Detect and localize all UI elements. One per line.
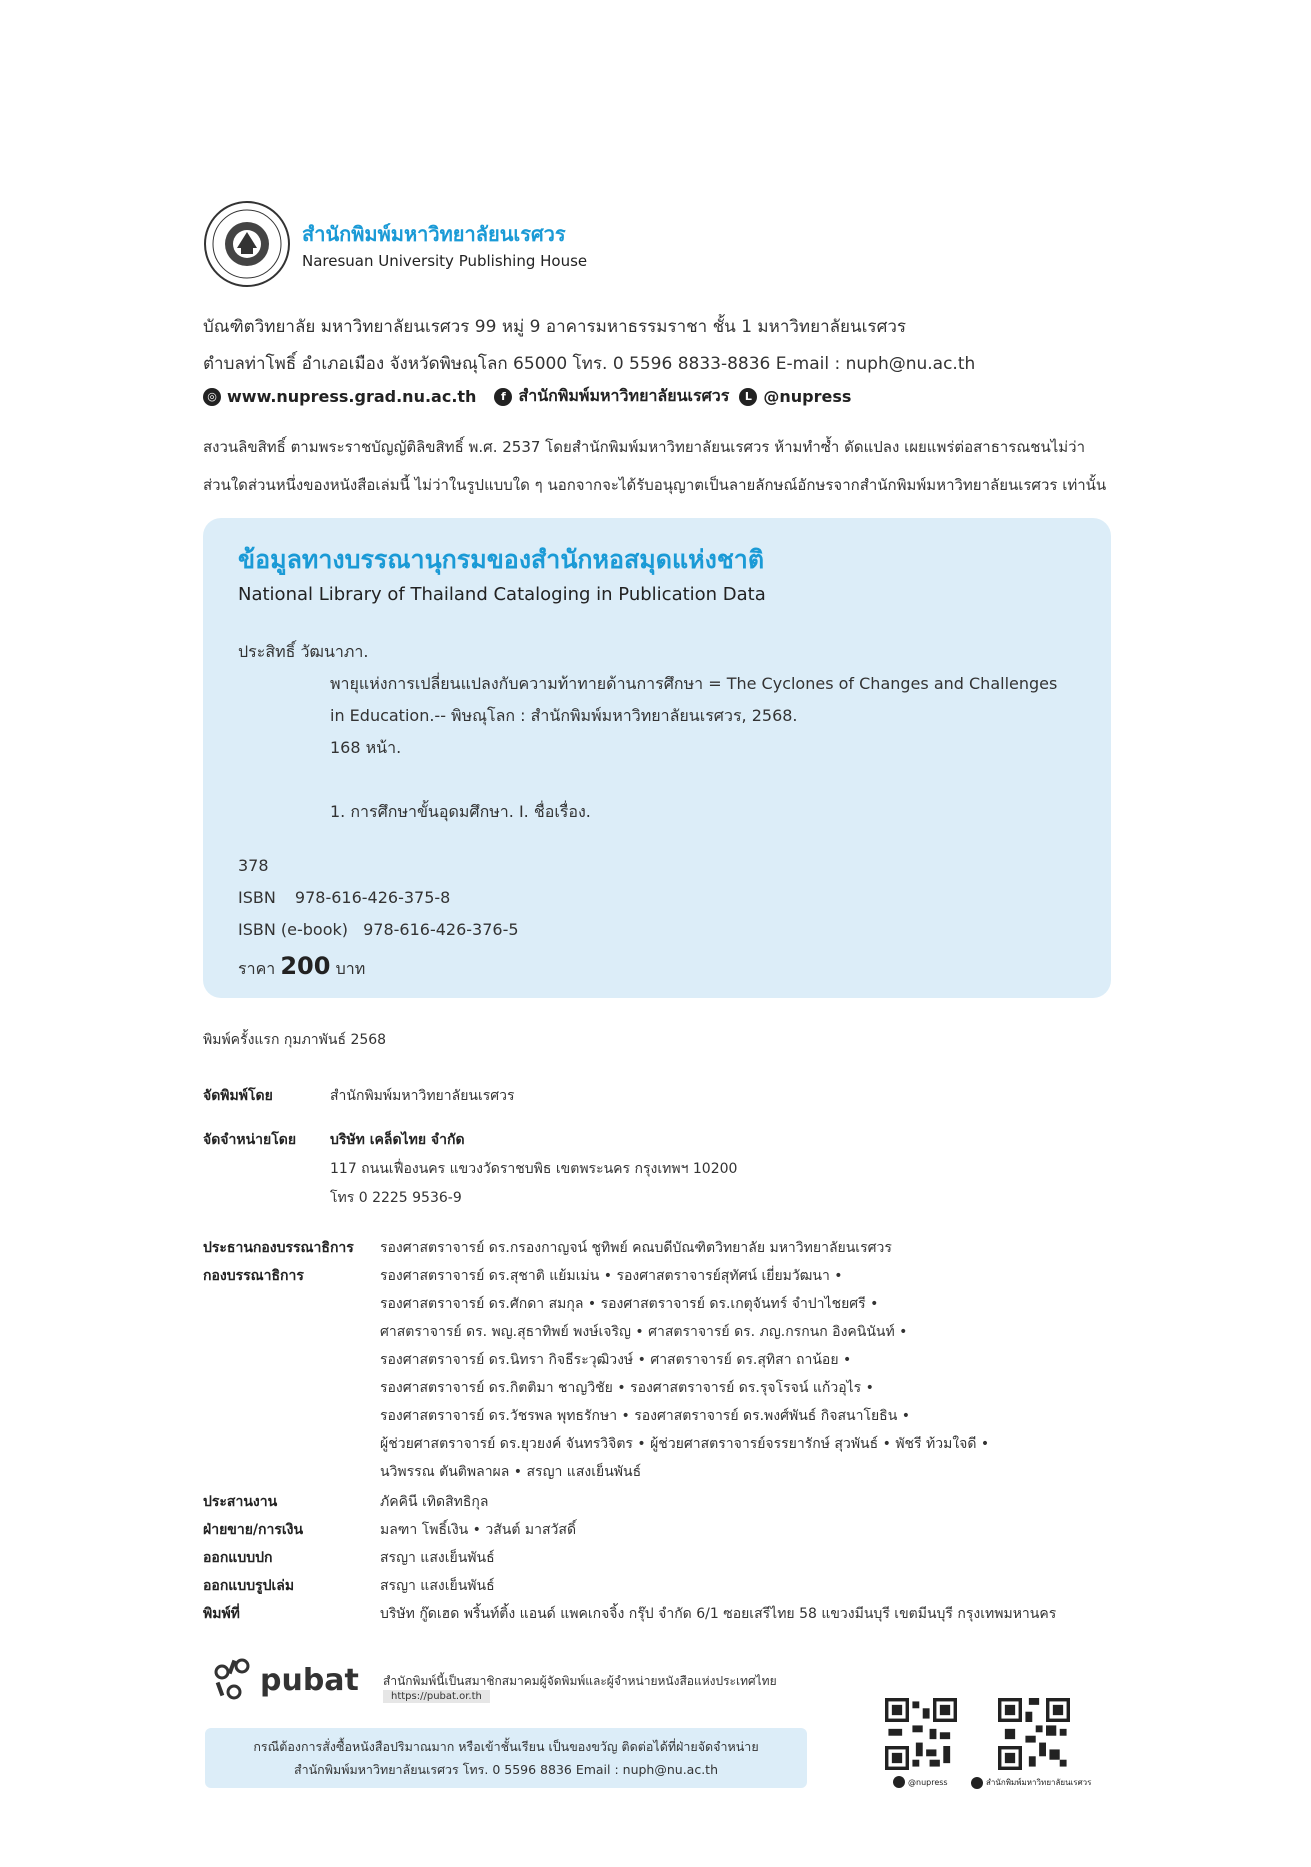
staff-label: ประสานงาน: [203, 1494, 278, 1510]
board-member-line: นวิพรรณ ตันติพลาผล • สรญา แสงเย็นพันธ์: [380, 1464, 642, 1480]
order-note-line-1: กรณีต้องการสั่งซื้อหนังสือปริมาณมาก หรือเข้าชั้นเรียน เป็นของขวัญ ติดต่อได้ที่ฝ่ายจัดจำหน่าย: [253, 1739, 759, 1754]
price-unit: บาท: [335, 959, 366, 978]
board-member-line: ศาสตราจารย์ ดร. พญ.สุธาทิพย์ พงษ์เจริญ • ศาสตราจารย์ ดร. ภญ.กรกนก อิงคนินันท์ •: [380, 1324, 908, 1340]
globe-icon: ◎: [203, 388, 221, 406]
editorial-chair-label: ประธานกองบรรณาธิการ: [203, 1240, 354, 1256]
cip-subject: 1. การศึกษาขั้นอุดมศึกษา. I. ชื่อเรื่อง.: [330, 802, 591, 821]
price-value: 200: [280, 952, 331, 980]
cip-title-line-1: พายุแห่งการเปลี่ยนแปลงกับความท้าทายด้านการศึกษา = The Cyclones of Changes and Challenges: [330, 674, 1058, 693]
distribute-company: บริษัท เคล็ดไทย จำกัด: [330, 1132, 465, 1148]
staff-value: บริษัท กู๊ดเฮด พริ้นท์ติ้ง แอนด์ แพคเกจจิ้ง กรุ๊ป จำกัด 6/1 ซอยเสรีไทย 58 แขวงมีนบุรี เขตมีนบุรี กรุงเทพมหานคร: [380, 1606, 1057, 1622]
distribute-phone: โทร 0 2225 9536-9: [330, 1190, 462, 1206]
publisher-name-en: Naresuan University Publishing House: [302, 252, 588, 270]
board-member-line: รองศาสตราจารย์ ดร.กิตติมา ชาญวิชัย • รองศาสตราจารย์ ดร.รุจโรจน์ แก้วอุไร •: [380, 1380, 874, 1396]
price-label: ราคา: [238, 959, 276, 978]
line-link[interactable]: @nupress: [763, 387, 852, 406]
facebook-qr-code[interactable]: [998, 1698, 1070, 1770]
editorial-chair: รองศาสตราจารย์ ดร.กรองกาญจน์ ชูทิพย์ คณบดีบัณฑิตวิทยาลัย มหาวิทยาลัยนเรศวร: [380, 1240, 892, 1256]
facebook-qr-caption-text: สำนักพิมพ์มหาวิทยาลัยนเรศวร: [986, 1778, 1092, 1787]
line-icon: [893, 1776, 905, 1788]
pubat-member-text: สำนักพิมพ์นี้เป็นสมาชิกสมาคมผู้จัดพิมพ์และผู้จำหน่ายหนังสือแห่งประเทศไทย: [383, 1674, 777, 1688]
board-member-line: รองศาสตราจารย์ ดร.สุชาติ แย้มเม่น • รองศาสตราจารย์สุทัศน์ เยี่ยมวัฒนา •: [380, 1268, 843, 1284]
publish-by-label: จัดพิมพ์โดย: [203, 1088, 273, 1104]
publish-by-value: สำนักพิมพ์มหาวิทยาลัยนเรศวร: [330, 1088, 515, 1104]
cip-isbn-row: [238, 888, 450, 907]
line-qr-code[interactable]: [885, 1698, 957, 1770]
board-member-line: ผู้ช่วยศาสตราจารย์ ดร.ยุวยงค์ จันทรวิจิตร • ผู้ช่วยศาสตราจารย์จรรยารักษ์ สุวพันธ์ • พัชรี ท้วมใจดี •: [380, 1436, 990, 1452]
distribute-label: จัดจำหน่ายโดย: [203, 1132, 297, 1148]
isbn-value: 978-616-426-375-8: [294, 888, 451, 907]
cip-price-row: [238, 952, 365, 982]
address-line-2: ตำบลท่าโพธิ์ อำเภอเมือง จังหวัดพิษณุโลก 65000 โทร. 0 5596 8833-8836 E-mail : nuph@nu.ac.th: [203, 354, 976, 374]
edition-note: พิมพ์ครั้งแรก กุมภาพันธ์ 2568: [203, 1032, 387, 1048]
staff-label: ออกแบบปก: [203, 1550, 273, 1566]
editorial-board-label: กองบรรณาธิการ: [203, 1268, 304, 1284]
staff-label: ออกแบบรูปเล่ม: [203, 1578, 295, 1594]
cip-isbn-ebook-row: [238, 920, 519, 939]
board-member-line: รองศาสตราจารย์ ดร.วัชรพล พุทธรักษา • รองศาสตราจารย์ ดร.พงศ์พันธ์ กิจสนาโยธิน •: [380, 1408, 910, 1424]
staff-value: สรญา แสงเย็นพันธ์: [380, 1578, 495, 1594]
copyright-line-1: สงวนลิขสิทธิ์ ตามพระราชบัญญัติลิขสิทธิ์ พ.ศ. 2537 โดยสำนักพิมพ์มหาวิทยาลัยนเรศวร ห้ามทำซ้ำ ดัดแปลง เผยแพร่ต่อสาธารณชนไม่ว่า: [203, 438, 1085, 456]
facebook-qr-caption: [971, 1776, 1091, 1789]
line-qr-caption-text: @nupress: [908, 1777, 948, 1787]
cip-title-line-2: in Education.-- พิษณุโลก : สำนักพิมพ์มหาวิทยาลัยนเรศวร, 2568.: [330, 706, 798, 725]
contact-social-row: [203, 384, 851, 409]
facebook-icon: f: [494, 388, 512, 406]
staff-value: มลฑา โพธิ์เงิน • วสันต์ มาสวัสดิ์: [380, 1522, 577, 1538]
cip-class-number: 378: [238, 856, 269, 875]
facebook-icon: [971, 1777, 983, 1789]
staff-label: ฝ่ายขาย/การเงิน: [203, 1522, 304, 1538]
staff-value: ภัคคินี เทิดสิทธิกุล: [380, 1494, 489, 1510]
order-note-line-2: สำนักพิมพ์มหาวิทยาลัยนเรศวร โทร. 0 5596 8836 Email : nuph@nu.ac.th: [293, 1762, 719, 1777]
staff-label: พิมพ์ที่: [203, 1606, 240, 1622]
website-link[interactable]: www.nupress.grad.nu.ac.th: [227, 387, 477, 406]
address-line-1: บัณฑิตวิทยาลัย มหาวิทยาลัยนเรศวร 99 หมู่ 9 อาคารมหาธรรมราชา ชั้น 1 มหาวิทยาลัยนเรศวร: [203, 317, 907, 337]
cip-title-en: National Library of Thailand Cataloging in Publication Data: [238, 584, 766, 605]
line-qr-caption: [893, 1776, 948, 1788]
pubat-url[interactable]: https://pubat.or.th: [383, 1690, 490, 1703]
copyright-line-2: ส่วนใดส่วนหนึ่งของหนังสือเล่มนี้ ไม่ว่าในรูปแบบใด ๆ นอกจากจะได้รับอนุญาตเป็นลายลักษณ์อักษรจากสำนักพิมพ์มหาวิทยาลัยนเรศวร เท่านั้น: [203, 476, 1107, 494]
isbn-label: ISBN: [238, 888, 276, 907]
publisher-name-th: สำนักพิมพ์มหาวิทยาลัยนเรศวร: [302, 222, 566, 246]
staff-value: สรญา แสงเย็นพันธ์: [380, 1550, 495, 1566]
cip-pages: 168 หน้า.: [330, 738, 402, 757]
board-member-line: รองศาสตราจารย์ ดร.ศักดา สมกุล • รองศาสตราจารย์ ดร.เกตุจันทร์ จำปาไชยศรี •: [380, 1296, 879, 1312]
board-member-line: รองศาสตราจารย์ ดร.นิทรา กิจธีระวุฒิวงษ์ • ศาสตราจารย์ ดร.สุทิสา ถาน้อย •: [380, 1352, 852, 1368]
publisher-seal-logo: [203, 200, 291, 288]
cip-title-th: ข้อมูลทางบรรณานุกรมของสำนักหอสมุดแห่งชาติ: [238, 545, 765, 574]
line-icon: L: [739, 388, 757, 406]
pubat-logo: [208, 1652, 368, 1706]
facebook-link[interactable]: สำนักพิมพ์มหาวิทยาลัยนเรศวร: [518, 386, 730, 405]
isbn-ebook-value: 978-616-426-376-5: [363, 920, 519, 939]
cip-author: ประสิทธิ์ วัฒนาภา.: [238, 642, 369, 661]
pubat-wordmark: pubat: [260, 1663, 359, 1698]
distribute-address: 117 ถนนเฟื่องนคร แขวงวัดราชบพิธ เขตพระนคร กรุงเทพฯ 10200: [330, 1161, 738, 1177]
isbn-ebook-label: ISBN (e-book): [238, 920, 349, 939]
